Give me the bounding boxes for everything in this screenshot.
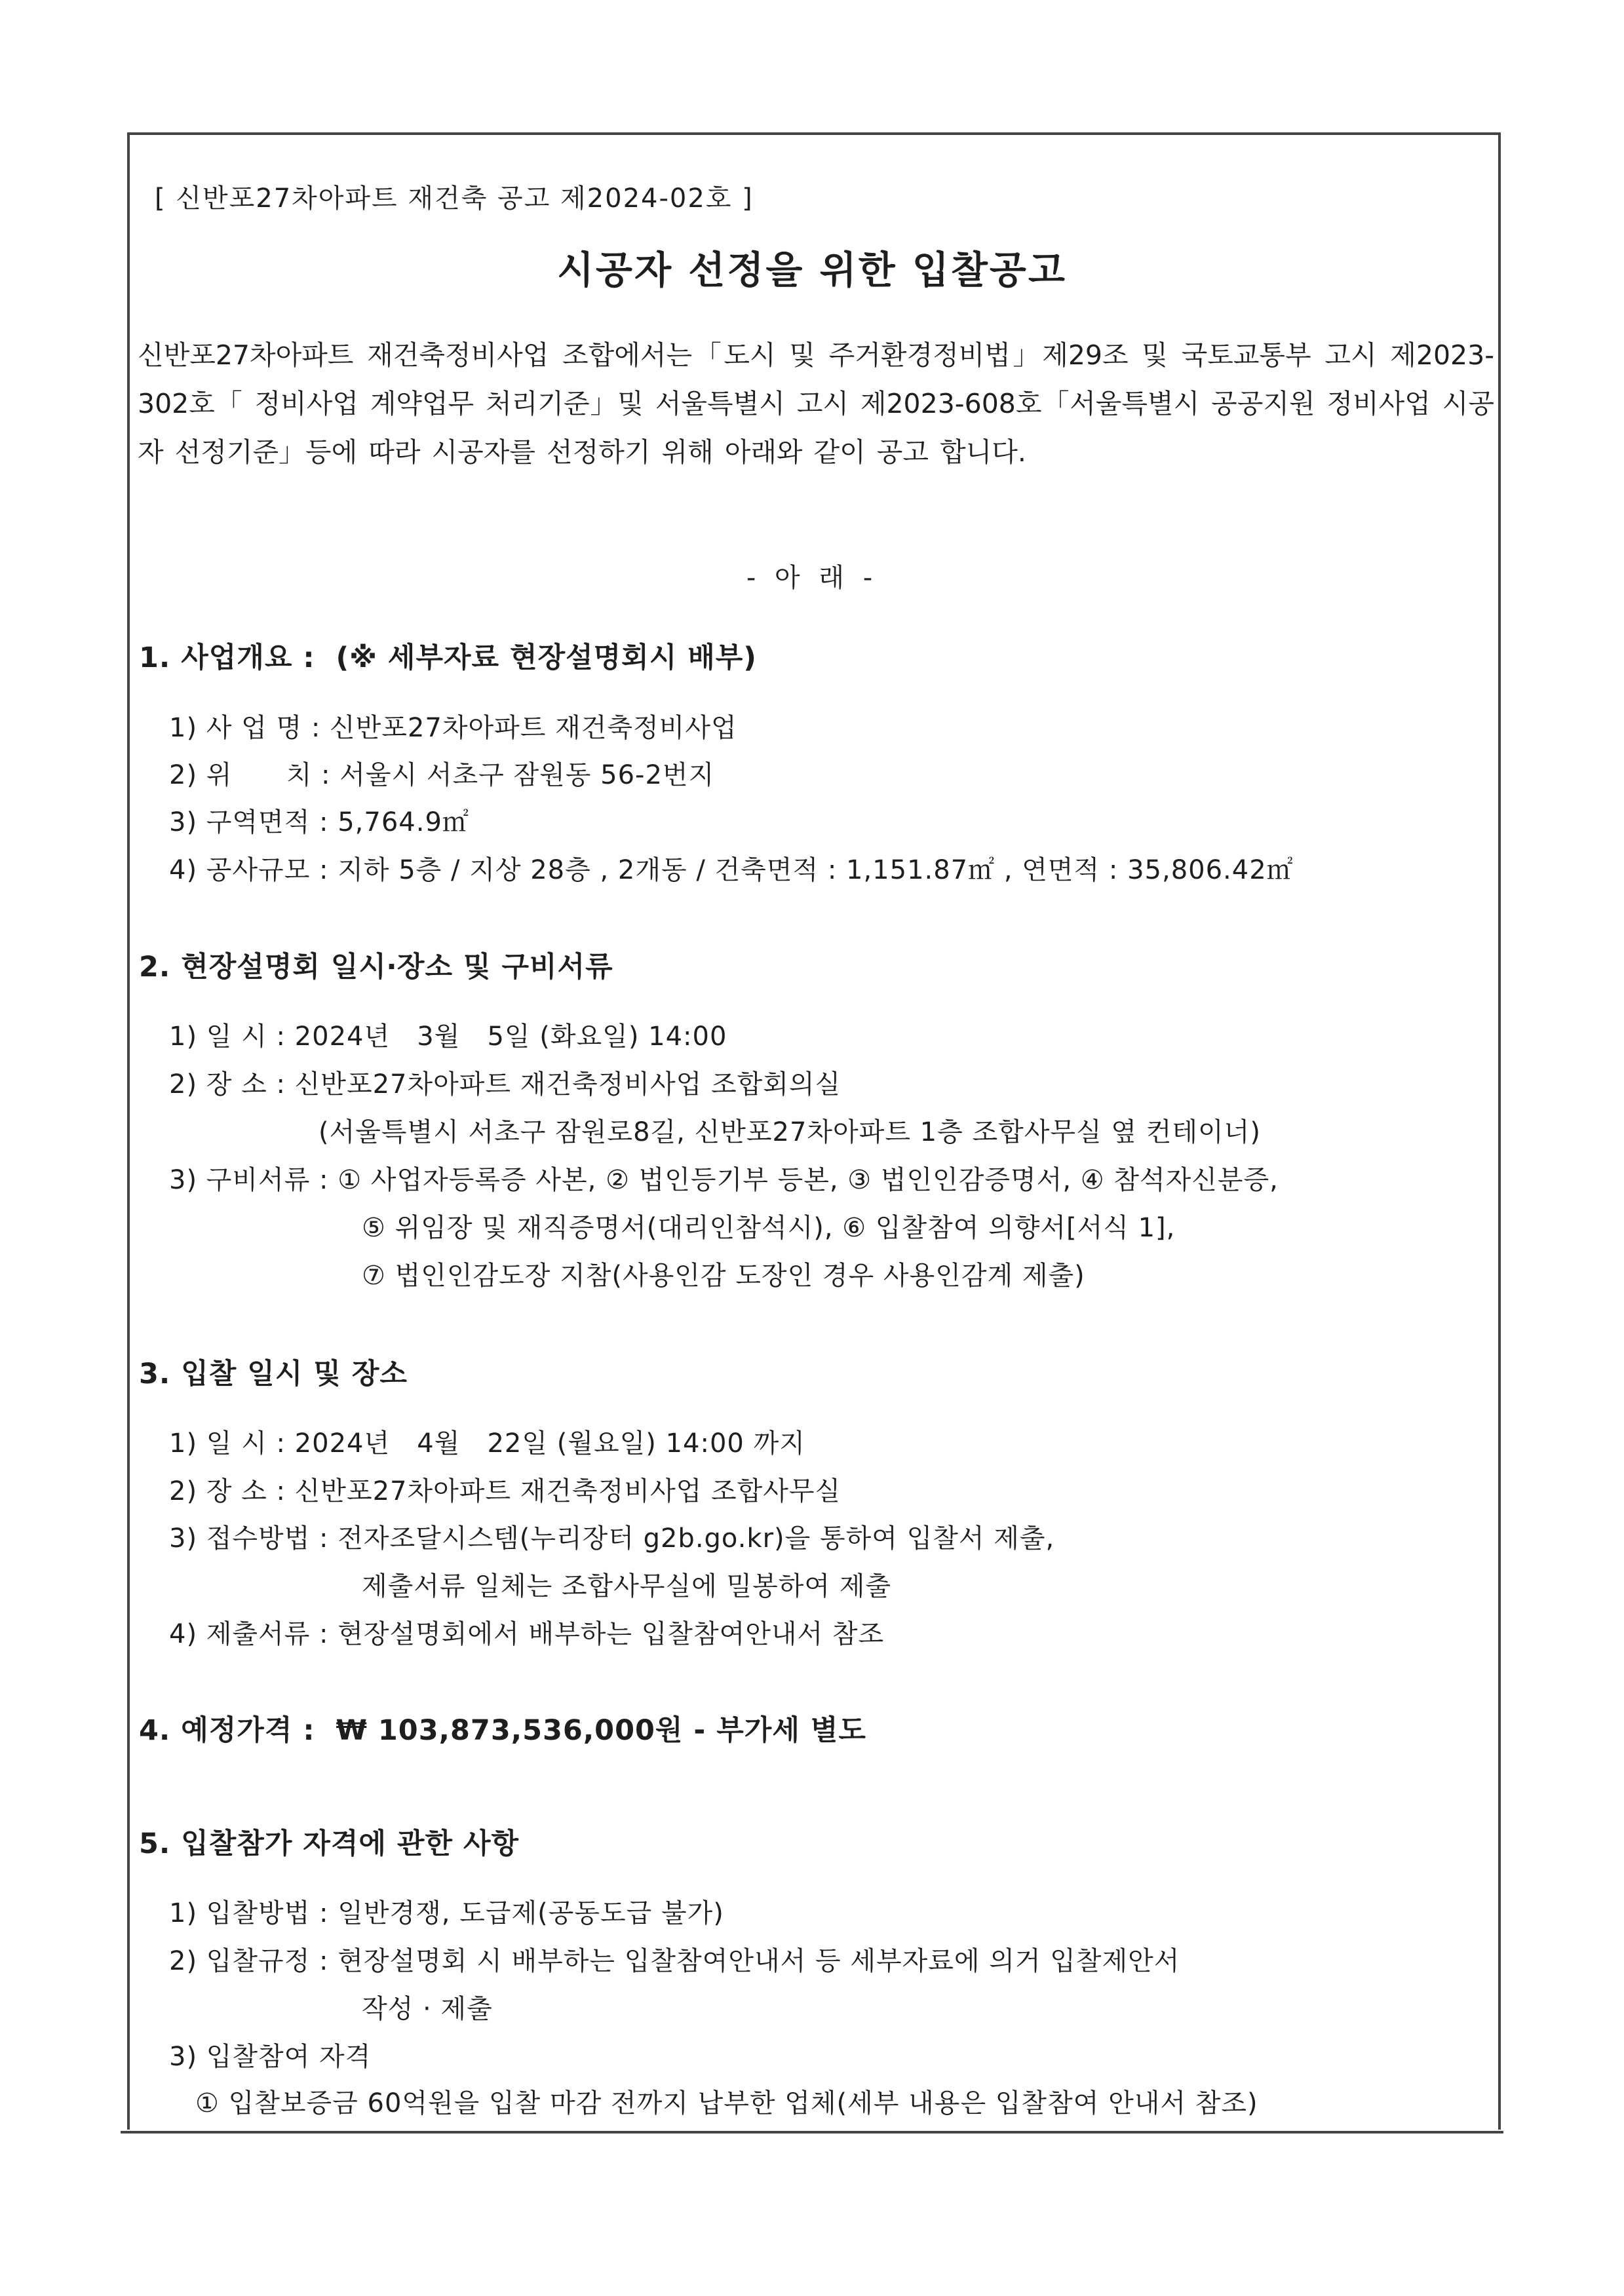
section-separator: - 아 래 - — [746, 563, 878, 593]
section-5-item-continued: ① 입찰보증금 60억원을 입찰 마감 전까지 납부한 업체(세부 내용은 입찰참여 안내서 참조) — [195, 2088, 1258, 2118]
section-2-item-continued: ⑤ 위임장 및 재직증명서(대리인참석시), ⑥ 입찰참여 의향서[서식 1], — [362, 1213, 1176, 1243]
document-border-bottom — [121, 2131, 1503, 2133]
section-5-heading: 5. 입찰참가 자격에 관한 사항 — [139, 1827, 520, 1860]
section-1-heading: 1. 사업개요 : (※ 세부자료 현장설명회시 배부) — [139, 641, 757, 674]
section-2-item: 1) 일 시 : 2024년 3월 5일 (화요일) 14:00 — [169, 1022, 727, 1052]
section-4-heading: 4. 예정가격 : ₩ 103,873,536,000원 - 부가세 별도 — [139, 1714, 866, 1747]
section-5-item-continued: 작성 · 제출 — [362, 1994, 493, 2024]
section-3-item: 1) 일 시 : 2024년 4월 22일 (월요일) 14:00 까지 — [169, 1428, 805, 1459]
section-1-item: 1) 사 업 명 : 신반포27차아파트 재건축정비사업 — [169, 713, 737, 743]
section-5-item: 2) 입찰규정 : 현장설명회 시 배부하는 입찰참여안내서 등 세부자료에 의거 입찰제안서 — [169, 1946, 1180, 1976]
section-2-item: 2) 장 소 : 신반포27차아파트 재건축정비사업 조합회의실 — [169, 1069, 841, 1100]
section-1-item: 2) 위 치 : 서울시 서초구 잠원동 56-2번지 — [169, 760, 715, 790]
notice-reference-number: [ 신반포27차아파트 재건축 공고 제2024-02호 ] — [155, 183, 754, 214]
section-3-item: 4) 제출서류 : 현장설명회에서 배부하는 입찰참여안내서 참조 — [169, 1619, 885, 1649]
page-title: 시공자 선정을 위한 입찰공고 — [557, 248, 1067, 292]
section-2-heading: 2. 현장설명회 일시‧장소 및 구비서류 — [139, 951, 613, 984]
section-2-item: 3) 구비서류 : ① 사업자등록증 사본, ② 법인등기부 등본, ③ 법인인감증명서, ④ 참석자신분증, — [169, 1165, 1279, 1195]
section-2-item-continued: ⑦ 법인인감도장 지참(사용인감 도장인 경우 사용인감계 제출) — [362, 1261, 1085, 1291]
section-3-item: 2) 장 소 : 신반포27차아파트 재건축정비사업 조합사무실 — [169, 1476, 841, 1506]
section-5-item: 1) 입찰방법 : 일반경쟁, 도급제(공동도급 불가) — [169, 1898, 724, 1928]
section-3-item-continued: 제출서류 일체는 조합사무실에 밀봉하여 제출 — [362, 1571, 892, 1601]
section-1-item: 4) 공사규모 : 지하 5층 / 지상 28층 , 2개동 / 건축면적 : 1,151.87㎡ , 연면적 : 35,806.42㎡ — [169, 855, 1294, 885]
intro-paragraph: 신반포27차아파트 재건축정비사업 조합에서는「도시 및 주거환경정비법」제29조 및 국토교통부 고시 제2023-302호「 정비사업 계약업무 처리기준」및 서울특별시 고시 제2023-608호「서울특별시 공공지원 정비사업 시공자 선정기준」등에 따라 시공자를 선정하기 위해 아래와 같이 공고 합니다. — [138, 339, 1494, 468]
section-2-item-continued: (서울특별시 서초구 잠원로8길, 신반포27차아파트 1층 조합사무실 옆 컨테이너) — [319, 1117, 1261, 1147]
section-5-item: 3) 입찰참여 자격 — [169, 2042, 372, 2072]
section-3-heading: 3. 입찰 일시 및 장소 — [139, 1358, 408, 1390]
section-3-item: 3) 접수방법 : 전자조달시스템(누리장터 g2b.go.kr)을 통하여 입찰서 제출, — [169, 1523, 1055, 1554]
section-1-item: 3) 구역면적 : 5,764.9㎡ — [169, 807, 469, 837]
